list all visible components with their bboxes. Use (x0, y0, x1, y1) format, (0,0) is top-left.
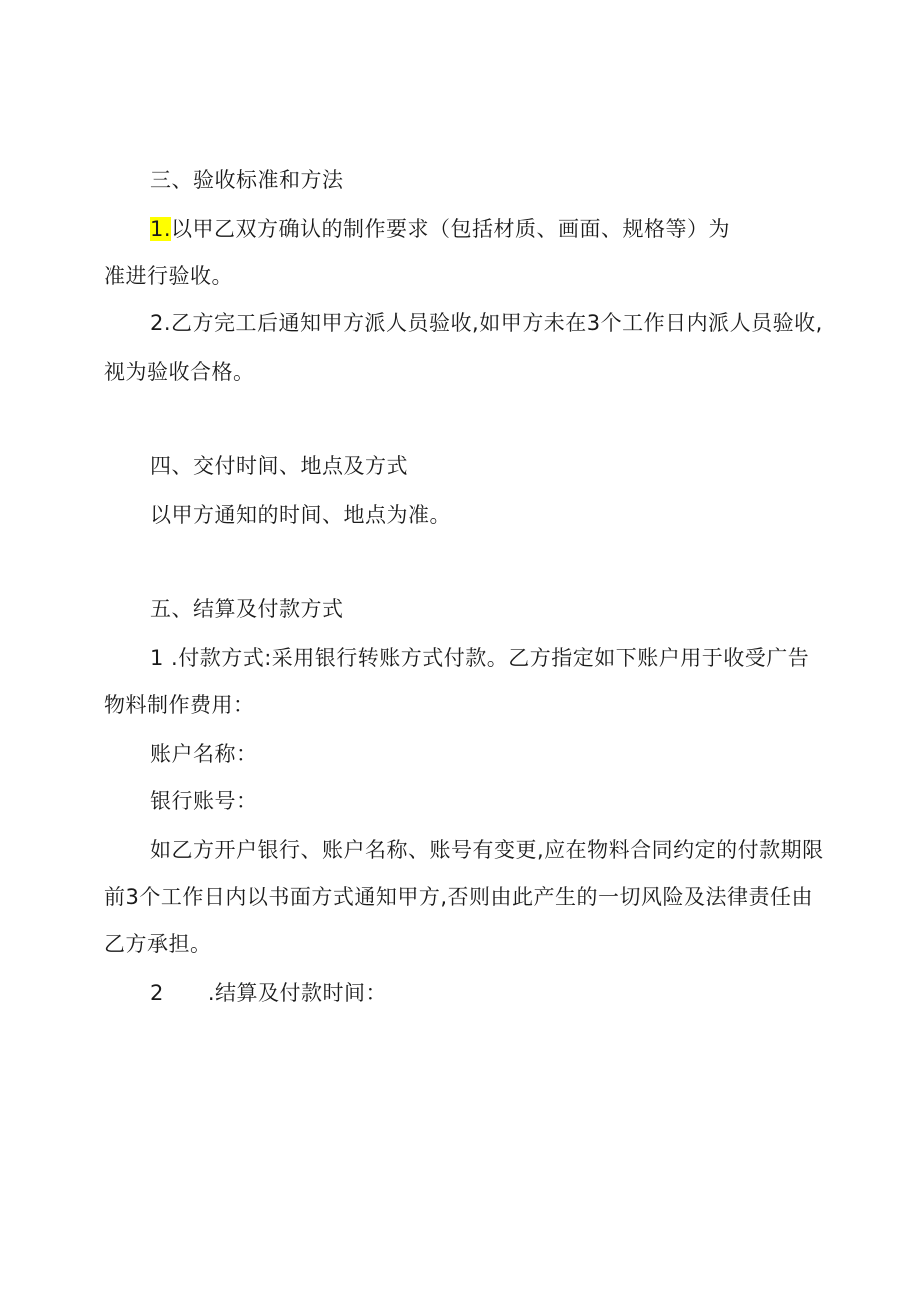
section-3-heading: 三、验收标准和方法 (150, 168, 344, 192)
section-4-heading: 四、交付时间、地点及方式 (150, 454, 408, 478)
section-3-item-1 (150, 214, 730, 244)
section-3-item-1-text: 以甲乙双方确认的制作要求（包括材质、画面、规格等）为 (171, 217, 731, 241)
section-5-item-2 (150, 978, 387, 1008)
section-5-item-2-text: .结算及付款时间： (207, 981, 388, 1005)
account-name-label: 账户名称： (150, 742, 258, 766)
section-5-heading: 五、结算及付款方式 (150, 597, 344, 621)
section-3-item-1-continuation: 准进行验收。 (104, 264, 233, 288)
section-3-item-2: 2.乙方完工后通知甲方派人员验收,如甲方未在3个工作日内派人员验收, (150, 311, 823, 335)
section-5-item-1: 1 .付款方式:采用银行转账方式付款。乙方指定如下账户用于收受广告 (150, 646, 810, 670)
section-5-item-1-continuation: 物料制作费用： (104, 693, 255, 717)
section-5-item-2-number: 2 (150, 981, 164, 1005)
section-3-item-2-continuation: 视为验收合格。 (104, 360, 255, 384)
change-notice-line-1: 如乙方开户银行、账户名称、账号有变更,应在物料合同约定的付款期限 (150, 838, 824, 862)
change-notice-line-2: 前3个工作日内以书面方式通知甲方,否则由此产生的一切风险及法律责任由 (104, 885, 814, 909)
change-notice-line-3: 乙方承担。 (104, 932, 212, 956)
highlighted-item-number: 1. (150, 217, 172, 241)
bank-account-label: 银行账号： (150, 789, 258, 813)
section-4-body: 以甲方通知的时间、地点为准。 (150, 503, 451, 527)
